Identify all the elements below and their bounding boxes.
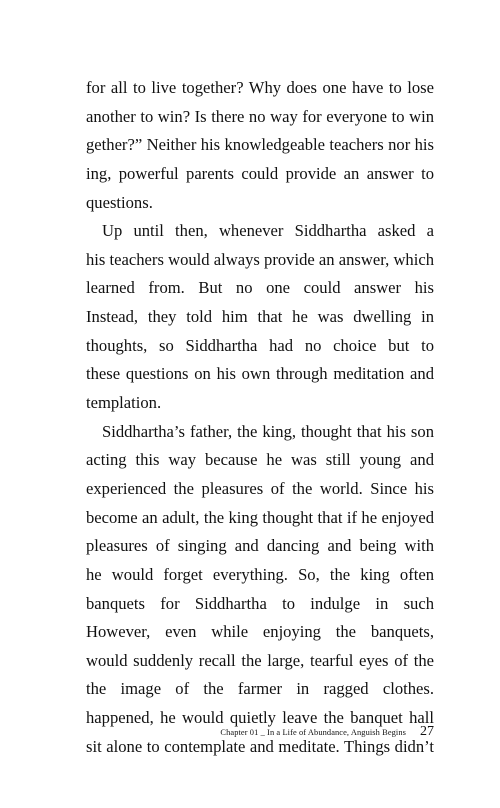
text-line: Instead, they told him that he was dwelling in [86,307,434,327]
text-line: However, even while enjoying the banquets, [86,622,434,642]
text-line: learned from. But no one could answer his [86,278,434,298]
text-line: would suddenly recall the large, tearful eyes of the [86,650,434,670]
text-line: Siddhartha’s father, the king, thought that his son [102,421,434,441]
text-line: happened, he would quietly leave the banquet hall [86,708,434,728]
page-number: 27 [420,724,434,740]
text-line: another to win? Is there no way for everyone to win [86,106,434,126]
text-line: for all to live together? Why does one have to lose [86,78,434,97]
text-line: these questions on his own through meditation and [86,364,434,384]
text-line: acting this way because he was still young and [86,450,434,470]
text-line: templation. [86,393,162,413]
body-text [86,74,434,761]
text-line: Up until then, whenever Siddhartha asked a [102,221,434,241]
text-line: become an adult, the king thought that if he enjoyed [86,507,434,527]
text-line: thoughts, so Siddhartha had no choice but to [86,335,434,355]
text-line: experienced the pleasures of the world. Since his [86,478,434,498]
text-line: banquets for Siddhartha to indulge in such [86,593,434,613]
text-line: his teachers would always provide an answer, which [86,249,434,269]
text-line: questions. [86,192,153,212]
text-line: the image of the farmer in ragged clothes. [86,679,434,699]
text-line: sit alone to contemplate and meditate. Things didn’t [86,736,434,756]
text-line: gether?” Neither his knowledgeable teachers nor his [86,135,434,155]
page-footer [0,723,434,741]
text-line: he would forget everything. So, the king often [86,564,434,584]
text-line: pleasures of singing and dancing and being with [86,536,434,556]
text-line: ing, powerful parents could provide an answer to [86,163,434,183]
running-head: Chapter 01 _ In a Life of Abundance, Anguish Begins [220,727,406,737]
